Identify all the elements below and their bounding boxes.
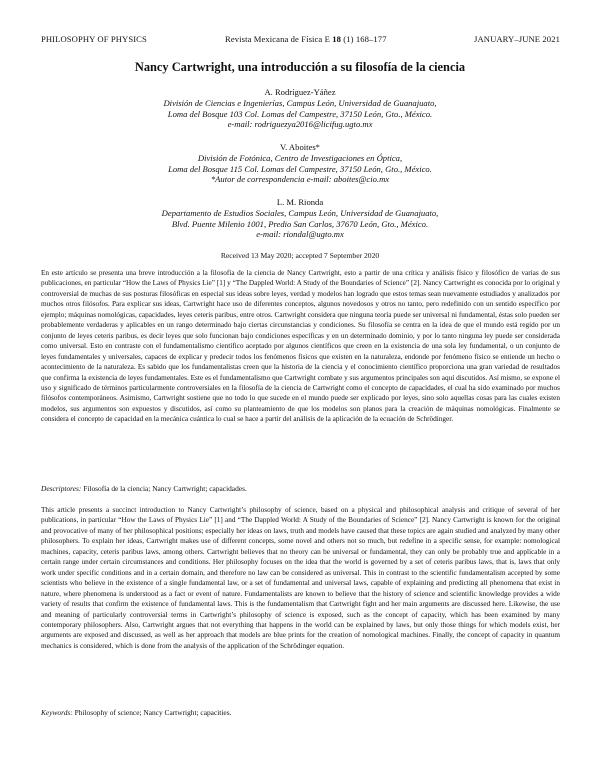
resumen-paragraph: En este artículo se presenta una breve introducción a la filosofía de la ciencia de Nancy Cartwright, esto a partir de una crítica y análisis físico y filosófico de varias de sus publicaciones, en particular “How the Laws of Physics Lie” [1] y “The Dappled World: A Study of the Boundaries of Science” [2]. Nancy Cartwright es conocida por lo original y controversial de muchas de sus posturas filosóficas en especial sus ideas sobre leyes, verdad y modelos han logrado que estos temas sean nuevamente estudiados y analizados por muchos otros filósofos. Para explicar sus ideas, Cartwright hace uso de diferentes conceptos, algunos novedosos y otros no tanto, pero redefinido con un sentido específico por ejemplo; máquinas nomológicas, capacidades, leyes ceteris paribus, entre otros. Cartwright considera que ninguna teoría puede ser universal ni fundamental, éstas solo pueden ser probablemente verdaderas y aplicables en un rango determinado bajo ciertas circunstancias y condiciones. Su filosofía se centra en la idea de que el mundo está regido por un conjunto de leyes ceteris paribus, es decir leyes que solo funcionan bajo condiciones específicas y en un determinado dominio, y por lo tanto ninguna ley puede ser considerada como universal. Esto en contraste con el fundamentalismo científico aceptado por algunos científicos que creen en la existencia de una sola ley fundamental, o un conjunto de leyes fundamentales y universales, capaces de explicar y predecir todos los fenómenos físicos que existen en la naturaleza, endonde por fenómeno físico se entiende un hecho o acontecimiento de la naturaleza. Es sabido que los fundamentalistas creen que la historia de la ciencia y el conocimiento científico proporciona una gran variedad de resultados que confirma la existencia de leyes fundamentales. Este es el fundamentalismo que Cartwright combate y sus argumentos principales son aquí discutidos. Así mismo, se expone el uso y significado de términos particularmente controversiales en la filosofía de la ciencia de Cartwright como el concepto de capacidades, el cual ha sido examinado por muchos filósofos contemporáneos. Asimismo, Cartwright sostiene que no todo lo que sucede en el mundo puede ser explicado por leyes, sino solo aquellas cosas para las cuales existen modelos, sus argumentos son expuestos y discutidos, así como su planteamiento de que los modelos son planos para la creación de máquinas nomológicas. Finalmente se considera el concepto de capacidad en la mecánica cuántica lo cual se hace a partir del análisis de la aplicación de la ecuación de Schrödinger.: [41, 269, 560, 424]
descriptores-text: Filosofía de la ciencia; Nancy Cartwright; capacidades.: [83, 484, 247, 493]
author-name: L. M. Rionda: [276, 197, 324, 207]
descriptores-line: [41, 484, 560, 493]
affiliation-line: Loma del Bosque 115 Col. Lomas del Campestre, 37150 León, Gto., México.: [168, 163, 432, 174]
author-email[interactable]: e-mail: riondal@ugto.mx: [256, 229, 344, 240]
keywords-label: Keywords:: [41, 708, 73, 717]
affiliation-line: Blvd. Puente Milenio 1001, Predio San Carlos, 37670 León, Gto., México.: [171, 218, 429, 229]
received-dates: Received 13 May 2020; accepted 7 September 2020: [220, 251, 380, 260]
keywords-text: Philosophy of science; Nancy Cartwright; capacities.: [74, 708, 232, 717]
keywords-line: [41, 708, 560, 717]
author-name: A. Rodríguez-Yáñez: [264, 87, 336, 97]
abstract-paragraph: This article presents a succinct introduction to Nancy Cartwright’s philosophy of science, based on a physical and philosophical analysis and critique of several of her publications, in particular “How the Laws of Physics Lie” [1] and “The Dappled World: A Study of the Boundaries of Science” [2]. Nancy Cartwright is known for the original and provocative of many of her philosophical positions; especially her ideas on laws, truth and models have caused that these topics are again studied and analyzed by many other philosophers. To explain her ideas, Cartwright makes use of different concepts, some novel and others not so much, but redefine in a specific sense, for example: nomological machines, capacity, ceteris paribus laws, among others. Cartwright believes that no theory can be universal or fundamental, they can only be probably true and applicable in a certain range under certain circumstances and conditions. Her philosophy focuses on the idea that the world is governed by a set of ceteris paribus laws, that is, laws that only work under specific conditions and in a certain domain, and therefore no law can be considered as universal. This in contrast to the scientific fundamentalism accepted by some scientists who believe in the existence of a single fundamental law, or a set of fundamental and universal laws, capable of explaining and predicting all phenomena that exist in nature, where phenomena is understood as a fact or event of nature. Fundamentalists are known to believe that the history of science and scientific knowledge provides a wide variety of results that confirm the existence of fundamental laws. This is the fundamentalism that Cartwright fight and her main arguments are discussed here. Likewise, the use and meaning of particularly controversial terms in Cartwright’s philosophy of science is exposed, such as the concept of capacity, which has been examined by many contemporary philosophers. Also, Cartwright argues that not everything that happens in the world can be explained by laws, but only those things for which models exist, her arguments are exposed and discussed, as well as her approach that models are blue prints for the creation of nomological machines. Finally, the concept of capacity in quantum mechanics is considered, which is done from the analysis of the application of the Schrödinger equation.: [41, 506, 560, 650]
journal-name: Revista Mexicana de Física E: [225, 34, 330, 44]
running-header: [41, 34, 560, 46]
affiliation-line: División de Fotónica, Centro de Investigaciones en Óptica,: [197, 152, 403, 163]
descriptores-label: Descriptores:: [41, 484, 82, 493]
issue-date: JANUARY–JUNE 2021: [474, 34, 560, 44]
journal-citation: [225, 34, 387, 44]
affiliation-line: Departamento de Estudios Sociales, Campus León, Universidad de Guanajuato,: [161, 207, 439, 218]
section-label: PHILOSOPHY OF PHYSICS: [41, 34, 147, 44]
journal-issue: (1) 168–177: [343, 34, 387, 44]
author-email[interactable]: *Autor de correspondencia e-mail: aboites@cio.mx: [210, 174, 390, 185]
author-email[interactable]: e-mail: rodriguezya2016@licifug.ugto.mx: [227, 119, 373, 130]
journal-volume: 18: [332, 34, 341, 44]
affiliation-line: División de Ciencias e Ingenierías, Campus León, Universidad de Guanajuato,: [163, 97, 437, 108]
author-block-3: [0, 197, 600, 240]
author-block-1: [0, 87, 600, 130]
affiliation-line: Loma del Bosque 103 Col. Lomas del Campestre, 37150 León, Gto., México.: [167, 108, 433, 119]
article-title: Nancy Cartwright, una introducción a su filosofía de la ciencia: [134, 60, 466, 74]
author-block-2: [0, 142, 600, 185]
author-name: V. Aboites*: [280, 142, 320, 152]
